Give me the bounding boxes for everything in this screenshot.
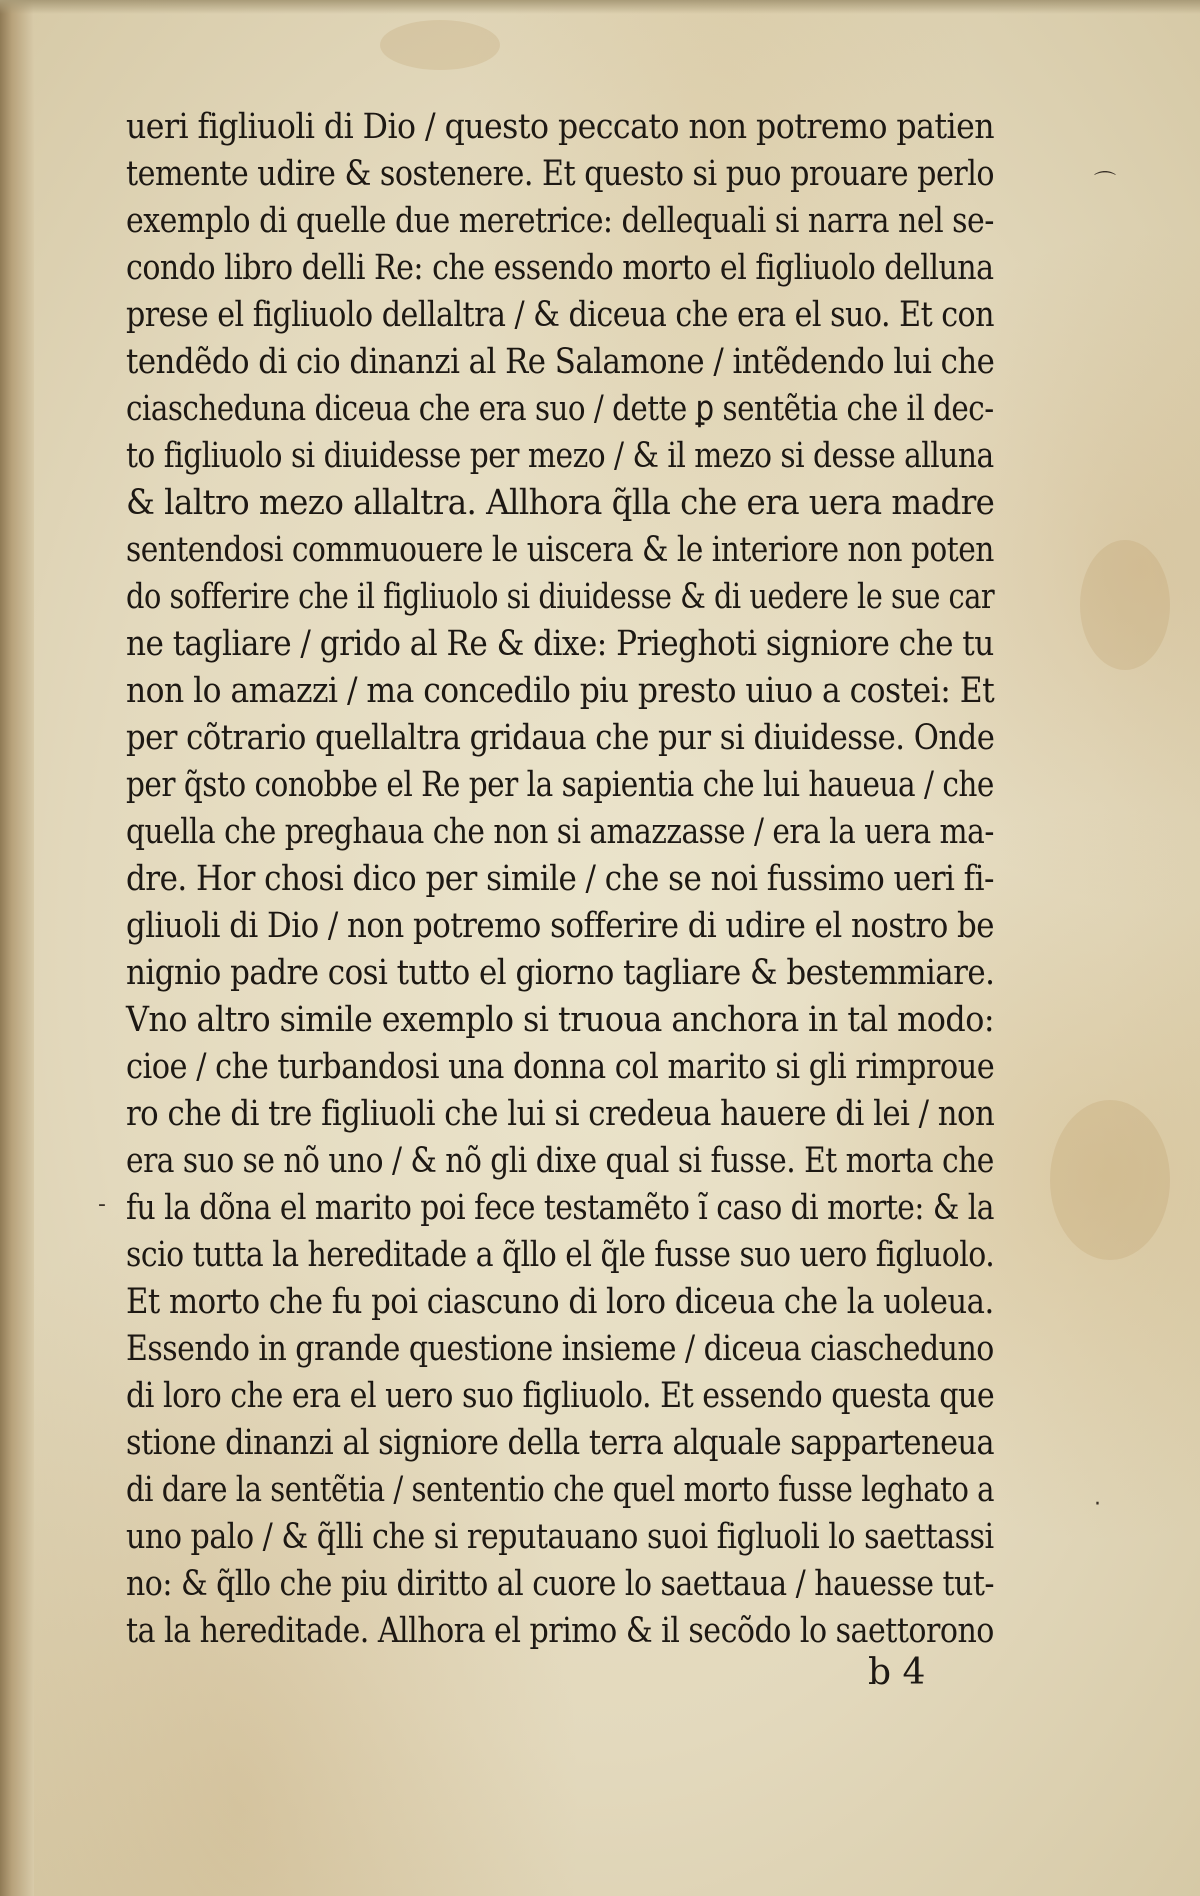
text-line: prese el figliuolo dellaltra / & diceua che era el suo. Et con [126, 295, 995, 335]
text-line: & laltro mezo allaltra. Allhora q̃lla che era uera madre [126, 483, 995, 523]
text-line: per cõtrario quellaltra gridaua che pur si diuidesse. Onde [126, 718, 995, 758]
text-line: to figliuolo si diuidesse per mezo / & il mezo si desse alluna [126, 436, 994, 476]
foxing-stain [1080, 540, 1170, 670]
text-line: di dare la sentẽtia / sententio che quel morto fusse leghato a [126, 1470, 995, 1510]
text-line: Essendo in grande questione insieme / diceua ciascheduno [126, 1329, 994, 1369]
text-line: fu la dõna el marito poi fece testamẽto ĩ caso di morte: & la [126, 1188, 994, 1228]
text-line: cioe / che turbandosi una donna col marito si gli rimproue [126, 1047, 995, 1087]
text-line: condo libro delli Re: che essendo morto el figliuolo delluna [126, 248, 994, 288]
text-line: dre. Hor chosi dico per simile / che se noi fussimo ueri fi- [126, 859, 994, 899]
text-block [126, 104, 994, 1655]
page-top-edge [0, 0, 1200, 14]
text-line: era suo se nõ uno / & nõ gli dixe qual si fusse. Et morta che [126, 1141, 994, 1181]
text-line: Vno altro simile exemplo si truoua anchora in tal modo: [126, 1000, 994, 1040]
page-spine-shadow [0, 0, 34, 1896]
text-line: sentendosi commuouere le uiscera & le interiore non poten [126, 530, 994, 570]
text-line: stione dinanzi al signiore della terra alquale sapparteneua [126, 1423, 995, 1463]
text-line: tendẽdo di cio dinanzi al Re Salamone / intẽdendo lui che [126, 342, 995, 382]
text-line: no: & q̃llo che piu diritto al cuore lo saettaua / hauesse tut- [126, 1564, 994, 1604]
text-line: di loro che era el uero suo figliuolo. Et essendo questa que [126, 1376, 995, 1416]
text-line: nignio padre cosi tutto el giorno tagliare & bestemmiare. [126, 953, 995, 993]
text-line: ta la hereditade. Allhora el primo & il secõdo lo saettorono [126, 1611, 994, 1651]
text-line: uno palo / & q̃lli che si reputauano suoi figluoli lo saettassi [126, 1517, 994, 1557]
text-line: non lo amazzi / ma concedilo piu presto uiuo a costei: Et [126, 671, 995, 711]
text-line: ro che di tre figliuoli che lui si credeua hauere di lei / non [126, 1094, 995, 1134]
text-line: do sofferire che il figliuolo si diuidesse & di uedere le sue car [126, 577, 995, 617]
foxing-stain [1050, 1100, 1170, 1260]
signature-mark: b 4 [868, 1652, 926, 1693]
text-line: scio tutta la hereditade a q̃llo el q̃le fusse suo uero figluolo. [126, 1235, 995, 1275]
text-line: temente udire & sostenere. Et questo si puo prouare perlo [126, 154, 994, 194]
text-line: ciascheduna diceua che era suo / dette ꝑ sentẽtia che il dec- [126, 389, 994, 429]
margin-mark: · [1094, 1492, 1101, 1517]
text-line: ueri figliuoli di Dio / questo peccato non potremo patien [126, 107, 995, 147]
foxing-stain [380, 20, 500, 70]
margin-mark: - [98, 1192, 106, 1217]
margin-mark: ⌒ [1094, 171, 1117, 196]
text-line: quella che preghaua che non si amazzasse / era la uera ma- [126, 812, 994, 852]
text-line: ne tagliare / grido al Re & dixe: Prieghoti signiore che tu [126, 624, 994, 664]
text-line: gliuoli di Dio / non potremo sofferire di udire el nostro be [126, 906, 994, 946]
text-line: per q̃sto conobbe el Re per la sapientia che lui haueua / che [126, 765, 994, 805]
text-line: exemplo di quelle due meretrice: dellequali si narra nel se- [126, 201, 994, 241]
text-line: Et morto che fu poi ciascuno di loro diceua che la uoleua. [126, 1282, 994, 1322]
